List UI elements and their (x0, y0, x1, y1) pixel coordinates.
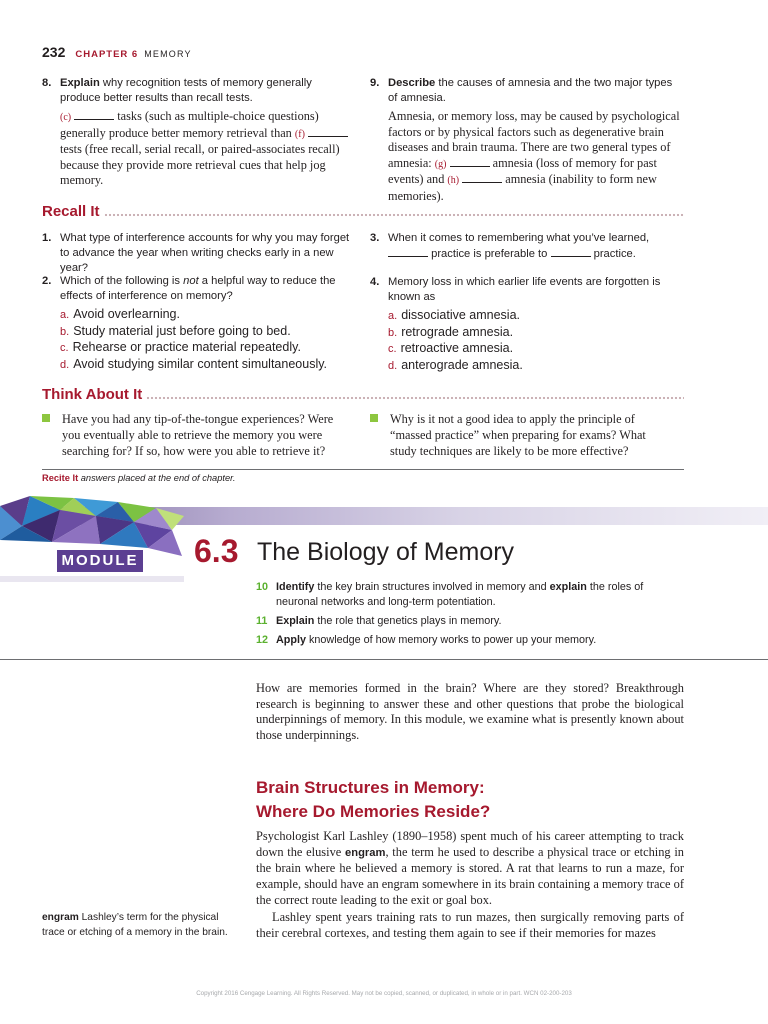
section-heading-line: Where Do Memories Reside? (256, 802, 491, 821)
recite-text: answers placed at the end of chapter. (78, 473, 236, 483)
question-text: practice is preferable to (428, 248, 551, 260)
option-item[interactable] (60, 340, 357, 357)
question-text: Memory loss in which earlier life events are forgotten is known as (388, 276, 661, 303)
question-number: 4. (370, 276, 380, 288)
option-letter: d. (388, 359, 398, 372)
module-title: The Biology of Memory (257, 538, 515, 566)
question-text: the causes of amnesia and the two major types of amnesia. (388, 77, 673, 104)
section-heading (256, 776, 684, 824)
option-text: dissociative amnesia. (401, 308, 520, 322)
objective-number: 11 (256, 615, 268, 627)
blank-letter: (c) (60, 112, 72, 123)
option-list (60, 307, 357, 373)
option-item[interactable] (388, 358, 682, 375)
dotted-rule (104, 212, 684, 218)
module-label: MODULE (56, 549, 144, 573)
answer-blank[interactable] (551, 246, 591, 257)
objective-verb: Apply (276, 634, 306, 646)
option-letter: c. (60, 342, 69, 354)
objective-text: knowledge of how memory works to power up your memory. (306, 634, 597, 646)
body-text: , the term he used to describe a physical trace or etching in the brain where he believed a memory is stored. A rat that learns to run a maze, for example, should have an engram somewhere in its brain containing a memory trace of the correct route leading to the exit or goal box. (256, 844, 685, 907)
option-list (388, 308, 682, 374)
think-item-1 (42, 411, 350, 459)
objective-text: the role that genetics plays in memory. (314, 615, 502, 627)
module-number: 6.3 (194, 533, 239, 569)
option-text: Avoid studying similar content simultaneously. (73, 356, 328, 371)
recite-note (42, 473, 235, 483)
option-letter: a. (60, 309, 70, 321)
objective-11 (256, 614, 676, 629)
bullet-square-icon (42, 414, 50, 422)
objective-10 (256, 580, 676, 610)
answer-blank[interactable] (450, 156, 490, 167)
answer-blank[interactable] (462, 172, 502, 183)
margin-glossary (42, 911, 242, 940)
recall-question-3 (370, 231, 682, 262)
option-item[interactable] (388, 308, 682, 325)
option-item[interactable] (60, 307, 357, 324)
option-text: retrograde amnesia. (401, 324, 514, 339)
page-number: 232 (42, 44, 66, 60)
answer-8 (60, 109, 354, 189)
option-item[interactable] (388, 325, 682, 342)
divider (42, 469, 684, 470)
option-text: Study material just before going to bed. (73, 323, 291, 338)
question-9 (370, 76, 680, 204)
question-verb: Explain (60, 77, 100, 89)
body-paragraph-2: Lashley spent years training rats to run mazes, then surgically removing parts of their cerebral cortexes, and testing them again to see if their memories for mazes (256, 910, 684, 940)
glossary-definition: Lashley’s term for the physical trace or etching of a memory in the brain. (42, 912, 228, 938)
section-heading-line: Brain Structures in Memory: (256, 778, 485, 797)
objective-number: 10 (256, 581, 269, 593)
question-text: When it comes to remembering what you’ve learned, (388, 232, 650, 244)
question-text: What type of interference accounts for why you may forget to advance the year when writing checks early in a new year? (60, 232, 350, 274)
option-text: Avoid overlearning. (73, 307, 180, 321)
option-letter: c. (388, 343, 397, 355)
chapter-topic: MEMORY (144, 49, 192, 59)
recall-it-heading: Recall It (42, 203, 100, 220)
question-text: Which of the following is (60, 275, 184, 287)
recall-question-4 (370, 275, 682, 374)
answer-blank[interactable] (388, 246, 428, 257)
answer-blank[interactable] (308, 126, 348, 137)
blank-letter: (f) (294, 128, 305, 140)
option-text: retroactive amnesia. (400, 341, 514, 355)
question-emphasis: not (183, 275, 199, 287)
option-item[interactable] (388, 341, 682, 358)
question-text: practice. (590, 248, 636, 260)
answer-text: tasks (such as multiple-choice questions) generally produce better memory retrieval than (60, 109, 319, 140)
objective-text: the roles of neuronal networks and long-term potentiation. (276, 581, 644, 608)
answer-9 (388, 109, 680, 204)
objective-verb: Identify (276, 581, 315, 593)
dotted-rule (146, 395, 684, 401)
answer-blank[interactable] (74, 109, 114, 120)
option-letter: b. (388, 326, 398, 339)
option-letter: b. (60, 325, 70, 338)
body-text: Psychologist Karl Lashley (1890–1958) spent much of his career attempting to track down the elusive (256, 829, 684, 859)
think-about-it-heading: Think About It (42, 386, 143, 403)
question-number: 2. (42, 275, 52, 287)
copyright-notice: Copyright 2016 Cengage Learning. All Rights Reserved. May not be copied, scanned, or duplicated, in whole or in part. WCN 02-200-203 (196, 990, 572, 997)
objective-verb: explain (549, 581, 587, 593)
key-term: engram (345, 846, 386, 859)
module-shadow (0, 576, 184, 582)
answer-text: tests (free recall, serial recall, or paired-associates recall) because they provide more retrieval cues that help jog memory. (60, 142, 340, 187)
answer-text: amnesia (inability to form new memories). (388, 172, 657, 203)
think-item-text: Have you had any tip-of-the-tongue experiences? Were you eventually able to retrieve the memory you were searching for? If so, how were you able to retrieve it? (62, 412, 334, 458)
question-number: 1. (42, 232, 52, 244)
answer-text: Amnesia, or memory loss, may be caused by psychological factors or by physical factors such as degenerative brain diseases and brain trauma. There are two general types of amnesia: (388, 109, 680, 170)
objective-12 (256, 633, 676, 648)
question-text: a helpful way to reduce the effects of interference on memory? (60, 275, 336, 302)
running-header (42, 44, 192, 60)
option-letter: d. (60, 358, 70, 371)
divider (0, 659, 768, 660)
option-item[interactable] (60, 324, 357, 341)
objective-text: the key brain structures involved in memory and (314, 581, 550, 593)
think-item-2 (370, 411, 670, 459)
blank-letter: (g) (434, 158, 447, 170)
blank-letter: (h) (447, 175, 460, 186)
bullet-square-icon (370, 414, 378, 422)
recall-question-2 (42, 274, 357, 373)
recall-question-1 (42, 231, 357, 276)
question-number: 3. (370, 232, 380, 244)
objective-verb: Explain (276, 615, 315, 627)
question-8 (42, 76, 354, 189)
glossary-term: engram (42, 912, 79, 923)
option-item[interactable] (60, 357, 357, 374)
question-number: 8. (42, 77, 52, 89)
chapter-label: CHAPTER 6 (75, 49, 139, 60)
question-text: why recognition tests of memory generally produce better results than recall tests. (60, 77, 312, 104)
objective-number: 12 (256, 634, 269, 646)
question-verb: Describe (388, 77, 436, 89)
intro-paragraph: How are memories formed in the brain? Where are they stored? Breakthrough research is beginning to answer these and other questions that probe the biological underpinnings of memory. In this module, we examine what is presently known about those underpinnings. (256, 681, 684, 743)
option-letter: a. (388, 310, 398, 322)
question-number: 9. (370, 77, 380, 89)
body-paragraph-1 (256, 829, 684, 909)
answer-text: amnesia (loss of memory for past events) and (388, 155, 657, 186)
recite-label: Recite It (42, 473, 79, 483)
think-item-text: Why is it not a good idea to apply the principle of “massed practice” when preparing for exams? What study techniques are likely to be more effective? (390, 412, 646, 458)
option-text: anterograde amnesia. (401, 357, 523, 372)
option-text: Rehearse or practice material repeatedly. (72, 340, 301, 354)
